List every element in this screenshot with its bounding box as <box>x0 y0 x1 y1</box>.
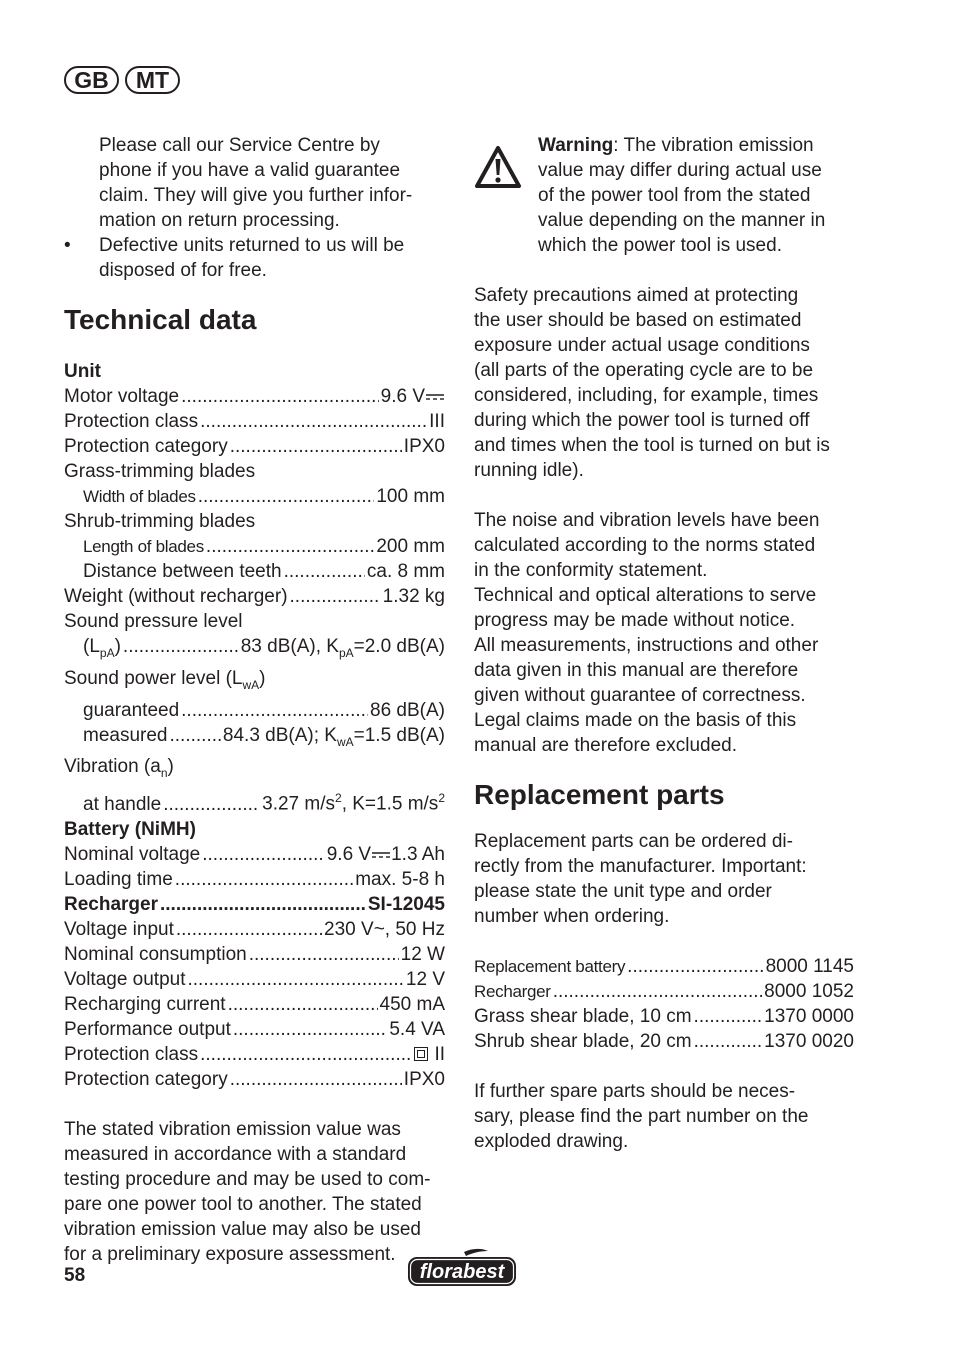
spare-parts-paragraph <box>474 1079 858 1154</box>
text-line: (all parts of the operating cycle are to be <box>474 360 814 381</box>
spec-value: 1.32 kg <box>382 586 445 607</box>
text-line: disposed of for free. <box>99 260 267 281</box>
language-badge-gb: GB <box>64 66 119 94</box>
part-row <box>474 1029 854 1054</box>
text-line: testing procedure and may be used to com- <box>64 1168 431 1190</box>
spec-label: Protection category <box>64 1068 228 1090</box>
spec-label: Voltage output <box>64 968 186 990</box>
spec-protection-category <box>64 434 445 459</box>
spec-value: 450 mA <box>379 993 445 1015</box>
text-line: progress may be made without notice. <box>474 610 796 631</box>
part-label: Recharger <box>474 982 551 1001</box>
spec-value: 100 mm <box>376 486 445 507</box>
technical-data-heading: Technical data <box>64 304 257 335</box>
text-line: of the power tool from the stated <box>538 185 811 206</box>
part-row <box>474 979 854 1004</box>
text-line: Safety precautions aimed at protecting <box>474 285 799 306</box>
spec-label: Width of blades <box>83 487 196 506</box>
spec-value: III <box>429 411 445 432</box>
florabest-logo <box>406 1248 518 1288</box>
spec-value: 12 W <box>400 943 445 965</box>
text-line: manual are therefore excluded. <box>474 735 737 756</box>
warning-block <box>474 133 858 258</box>
spec-value: 84.3 dB(A); $K_{wA}=1.5$ dB(A) <box>222 724 445 749</box>
text-line: and times when the tool is turned on but is <box>474 435 830 456</box>
spec-label: at handle <box>83 793 162 815</box>
text-line: Replacement parts can be ordered di- <box>474 831 793 852</box>
spec-label: guaranteed <box>83 699 180 721</box>
text-line: please state the unit type and order <box>474 881 772 902</box>
spec-label: Length of blades <box>83 537 204 556</box>
specs-table <box>64 359 445 1092</box>
spec-value: IPX0 <box>403 1068 445 1090</box>
text-line: for a preliminary exposure assessment. <box>64 1243 396 1265</box>
spec-label: Protection class <box>64 1043 199 1065</box>
spec-at-handle <box>64 786 445 816</box>
spec-distance-between-teeth <box>64 559 445 584</box>
text-line: measured in accordance with a standard <box>64 1143 407 1165</box>
noise-paragraph <box>474 508 858 758</box>
spec-recharging-current <box>64 992 445 1017</box>
spec-guaranteed <box>64 698 445 723</box>
text-line: number when ordering. <box>474 906 670 927</box>
spec-label: Nominal voltage <box>64 843 201 865</box>
text-line: All measurements, instructions and other <box>474 635 819 656</box>
spec-label: Distance between teeth <box>83 561 282 582</box>
sound-pressure-label: Sound pressure level <box>64 611 243 632</box>
spec-label: Performance output <box>64 1018 231 1040</box>
text-line: which the power tool is used. <box>538 235 782 256</box>
spec-label: measured <box>83 724 168 746</box>
text-line: If further spare parts should be neces- <box>474 1081 796 1102</box>
text-line: The stated vibration emission value was <box>64 1118 401 1140</box>
text-line: sary, please find the part number on the <box>474 1106 809 1127</box>
spec-value: max. 5-8 h <box>355 868 445 890</box>
spec-label: Weight (without recharger) <box>64 586 288 607</box>
spec-value: II <box>434 1043 445 1065</box>
spec-length-of-blades <box>64 534 445 559</box>
spec-performance-output <box>64 1017 445 1042</box>
spec-value: 9.6 V <box>380 386 425 407</box>
spec-nominal-voltage <box>64 842 445 867</box>
grass-blades-label: Grass-trimming blades <box>64 461 256 482</box>
spec-measured <box>64 723 445 755</box>
parts-paragraph <box>474 829 858 929</box>
text-line: Technical and optical alterations to serve <box>474 585 817 606</box>
spec-voltage-output <box>64 967 445 992</box>
text-line: calculated according to the norms stated <box>474 535 816 556</box>
part-label: Grass shear blade, 10 cm <box>474 1006 692 1027</box>
spec-protection-class <box>64 409 445 434</box>
battery-heading: Battery (NiMH) <box>64 818 196 840</box>
text-line: data given in this manual are therefore <box>474 660 799 681</box>
text-line: value may differ during actual use <box>538 160 822 181</box>
text-line: running idle). <box>474 460 584 481</box>
spec-value: 9.6 V 1.3 Ah <box>326 843 445 865</box>
list-item <box>64 233 445 283</box>
text-line: Defective units returned to us will be <box>99 235 405 256</box>
part-number: 1370 0020 <box>764 1031 854 1052</box>
spec-value: 83 dB(A), $K_{pA}=2.0$ dB(A) <box>240 636 445 660</box>
text-line: : The vibration emission <box>613 135 814 156</box>
spec-value: ca. 8 mm <box>366 561 445 582</box>
text-line: Legal claims made on the basis of this <box>474 710 797 731</box>
warning-text <box>538 133 825 258</box>
parts-list <box>474 954 854 1054</box>
language-badges <box>64 66 180 94</box>
text-line: in the conformity statement. <box>474 560 708 581</box>
sound-power-label: Sound power level $(L_{wA})$ <box>64 667 266 692</box>
spec-label: Recharging current <box>64 993 226 1015</box>
spec-protection-class-2 <box>64 1042 445 1067</box>
service-note <box>64 133 445 233</box>
spec-label: Recharger <box>64 893 158 915</box>
text-line: Please call our Service Centre by <box>99 135 380 156</box>
text-line: pare one power tool to another. The stated <box>64 1193 422 1215</box>
shrub-blades-label: Shrub-trimming blades <box>64 511 256 532</box>
spec-label: $(L_{pA})$ <box>83 636 121 660</box>
page-number: 58 <box>64 1265 86 1286</box>
replacement-parts-heading: Replacement parts <box>474 779 725 810</box>
text-line: The noise and vibration levels have been <box>474 510 820 531</box>
spec-motor-voltage <box>64 384 445 409</box>
bullet-symbol: • <box>64 235 71 256</box>
part-number: 8000 1145 <box>765 956 854 977</box>
text-line: the user should be based on estimated <box>474 310 802 331</box>
spec-label: Protection category <box>64 436 228 457</box>
warning-triangle-icon <box>474 133 522 258</box>
dc-symbol-icon <box>425 393 445 401</box>
text-line: exposure under actual usage conditions <box>474 335 810 356</box>
spec-protection-category-2 <box>64 1067 445 1092</box>
right-column <box>474 133 858 1154</box>
text-line: vibration emission value may also be used <box>64 1218 421 1240</box>
text-line: mation on return processing. <box>99 210 340 231</box>
part-label: Shrub shear blade, 20 cm <box>474 1031 692 1052</box>
spec-value: IPX0 <box>403 436 445 457</box>
spec-voltage-input <box>64 917 445 942</box>
spec-value: 5.4 VA <box>389 1018 445 1040</box>
part-row <box>474 954 854 979</box>
spec-value: 230 V~, 50 Hz <box>324 918 445 940</box>
spec-value: 3.27 $m/s^2$, K=1.5 $m/s^2$ <box>262 791 445 815</box>
spec-nominal-consumption <box>64 942 445 967</box>
spec-label: Protection class <box>64 411 199 432</box>
spec-weight <box>64 584 445 609</box>
text-line: value depending on the manner in <box>538 210 826 231</box>
spec-width-of-blades <box>64 484 445 509</box>
text-line: claim. They will give you further infor- <box>99 185 413 206</box>
text-line: considered, including, for example, times <box>474 385 819 406</box>
spec-value: 200 mm <box>376 536 445 557</box>
part-row <box>474 1004 854 1029</box>
spec-loading-time <box>64 867 445 892</box>
double-insulation-icon <box>414 1047 428 1061</box>
vibration-label: Vibration $(a_n)$ <box>64 756 174 781</box>
spec-value: 86 dB(A) <box>370 699 445 721</box>
spec-label: Voltage input <box>64 918 174 940</box>
spec-value: SI-12045 <box>367 893 445 915</box>
spec-sound-pressure <box>64 634 445 666</box>
unit-heading: Unit <box>64 361 101 382</box>
part-number: 1370 0000 <box>764 1006 854 1027</box>
safety-paragraph <box>474 283 858 483</box>
spec-recharger <box>64 892 445 917</box>
spec-label: Motor voltage <box>64 386 180 407</box>
spec-value: 12 V <box>405 968 445 990</box>
text-line: phone if you have a valid guarantee <box>99 160 401 181</box>
language-badge-mt: MT <box>125 66 180 94</box>
text-line: given without guarantee of correctness. <box>474 685 806 706</box>
part-label: Replacement battery <box>474 957 626 976</box>
text-line: rectly from the manufacturer. Important: <box>474 856 807 877</box>
text-line: during which the power tool is turned off <box>474 410 810 431</box>
part-number: 8000 1052 <box>764 981 854 1002</box>
dc-symbol-icon <box>371 851 391 859</box>
svg-text:florabest: florabest <box>419 1261 505 1283</box>
warning-label: Warning <box>538 135 614 156</box>
left-column <box>64 133 445 1267</box>
vibration-paragraph <box>64 1117 445 1267</box>
spec-label: Loading time <box>64 868 173 890</box>
spec-label: Nominal consumption <box>64 943 247 965</box>
text-line: exploded drawing. <box>474 1131 629 1152</box>
